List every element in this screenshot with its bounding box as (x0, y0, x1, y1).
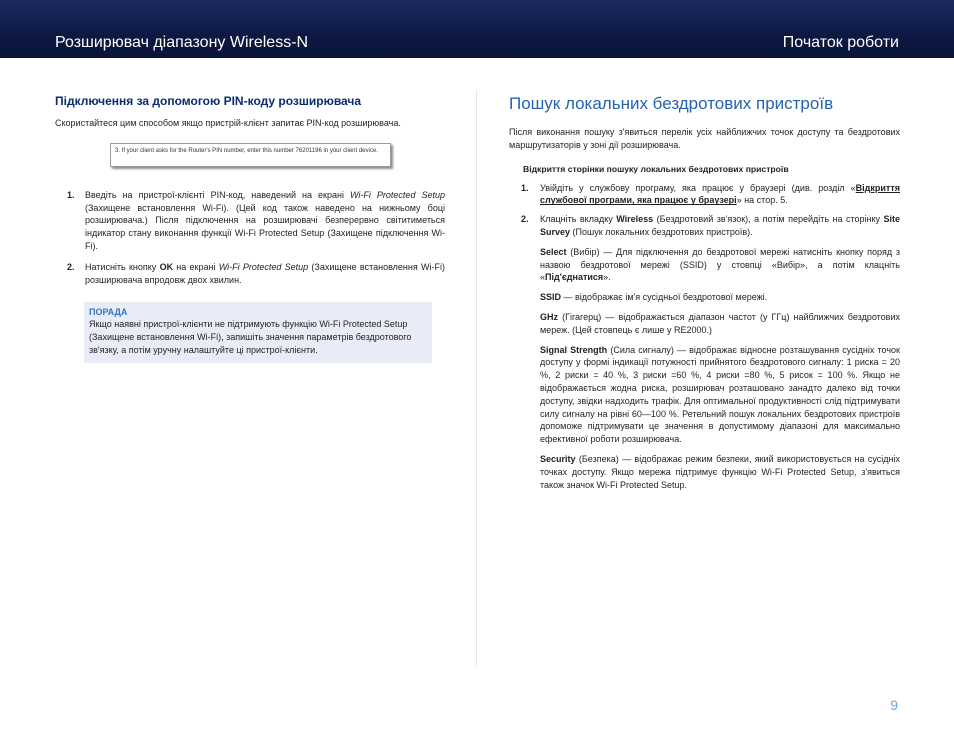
chapter-title: Початок роботи (782, 34, 899, 51)
tip-box (84, 302, 432, 362)
survey-steps-list (509, 182, 900, 239)
security-description: Security (Безпека) — відображає режим безпеки, який використовується на сусідніх точках доступу. Якщо мережа підтримує функцію Wi-Fi Protected Setup, з'явиться також значок Wi-Fi Protected Setup. (540, 453, 900, 490)
list-item: 1. Введіть на пристрої-клієнті PIN-код, наведений на екрані Wi-Fi Protected Setup (Захищене встановлення Wi-Fi). (Цей код також наведено на нижньому боці розширювача.) Після підключення на розширювачі безперервно світитиметься індикатор стану виконання функції Wi-Fi Protected Setup (Захищене підключення Wi-Fi). (67, 189, 445, 251)
page-number: 9 (890, 697, 898, 713)
right-column (509, 94, 900, 491)
tip-body: Якщо наявні пристрої-клієнти не підтримують функцію Wi-Fi Protected Setup (Захищене встановлення Wi-Fi), запишіть значення параметрів бездротового зв'язку, а потім уручну налаштуйте ці пристрої-клієнти. (89, 319, 412, 355)
select-description: Select (Вибір) — Для підключення до бездротової мережі натисніть кнопку поряд з назвою бездротової мережі (SSID) у стовпці «Вибір», а потім клацніть «Під'єднатися». (540, 246, 900, 283)
ghz-description: GHz (Гігагерц) — відображається діапазон частот (у ГГц) найближчих бездротових мереж. (Цей стовпець є лише у RE2000.) (540, 311, 900, 335)
list-item: 2. Клацніть вкладку Wireless (Бездротовий зв'язок), а потім перейдіть на сторінку Site Survey (Пошук локальних бездротових пристроїв). (521, 214, 900, 237)
pin-screenshot-text: 3. If your client asks for the Router's PIN number, enter this number 76201196 in your client device. (115, 147, 378, 154)
product-title: Розширювач діапазону Wireless-N (55, 34, 309, 51)
column-divider (476, 90, 477, 666)
pin-steps-list (55, 189, 445, 287)
page-header (0, 0, 954, 58)
survey-intro: Після виконання пошуку з'явиться перелік усіх найближчих точок доступу та бездротових маршрутизаторів у зоні дії розширювача. (509, 127, 900, 150)
pin-section-heading: Підключення за допомогою PIN-коду розширювача (55, 94, 362, 108)
list-item: 2. Натисніть кнопку OK на екрані Wi-Fi Protected Setup (Захищене встановлення Wi-Fi) розширювача впродовж двох хвилин. (67, 261, 445, 285)
ssid-description: SSID — відображає ім'я сусідньої бездротової мережі. (540, 292, 768, 303)
survey-section-title: Пошук локальних бездротових пристроїв (509, 94, 834, 113)
left-column (55, 94, 445, 363)
tip-title: ПОРАДА (89, 307, 128, 318)
survey-subheading: Відкриття сторінки пошуку локальних бездротових пристроїв (523, 163, 789, 174)
browser-utility-link[interactable]: Відкриття службової програми, яка працює у браузері (540, 182, 900, 206)
signal-strength-description: Signal Strength (Сила сигналу) — відображає відносне розташування сусідніх точок доступу у формі індикації потужності прийнятого бездротового сигналу: 1 риска = 20 %, 2 риски = 40 %, 3 риски =60 %, 4 риски =80 %, 5 рисок = 100 %. Якщо не відображається жодна риска, розширювач розташовано занадто далеко від точки доступу, звідки надходить трафік. Для оптимальної продуктивності слід підтримувати силу сигналу на рівні 60—100 %. Ретельний пошук локальних бездротових пристроїв допоможе підтримувати це значення в допустимому діапазоні для максимально ефективної роботи розширювача. (540, 344, 900, 445)
list-item: 1. Увійдіть у службову програму, яка працює у браузері (див. розділ «Відкриття службової програми, яка працює у браузері» на стор. 5. (521, 182, 900, 206)
pin-intro: Скористайтеся цим способом якщо пристрій-клієнт запитає PIN-код розширювача. (55, 118, 401, 128)
pin-screenshot (110, 143, 391, 167)
